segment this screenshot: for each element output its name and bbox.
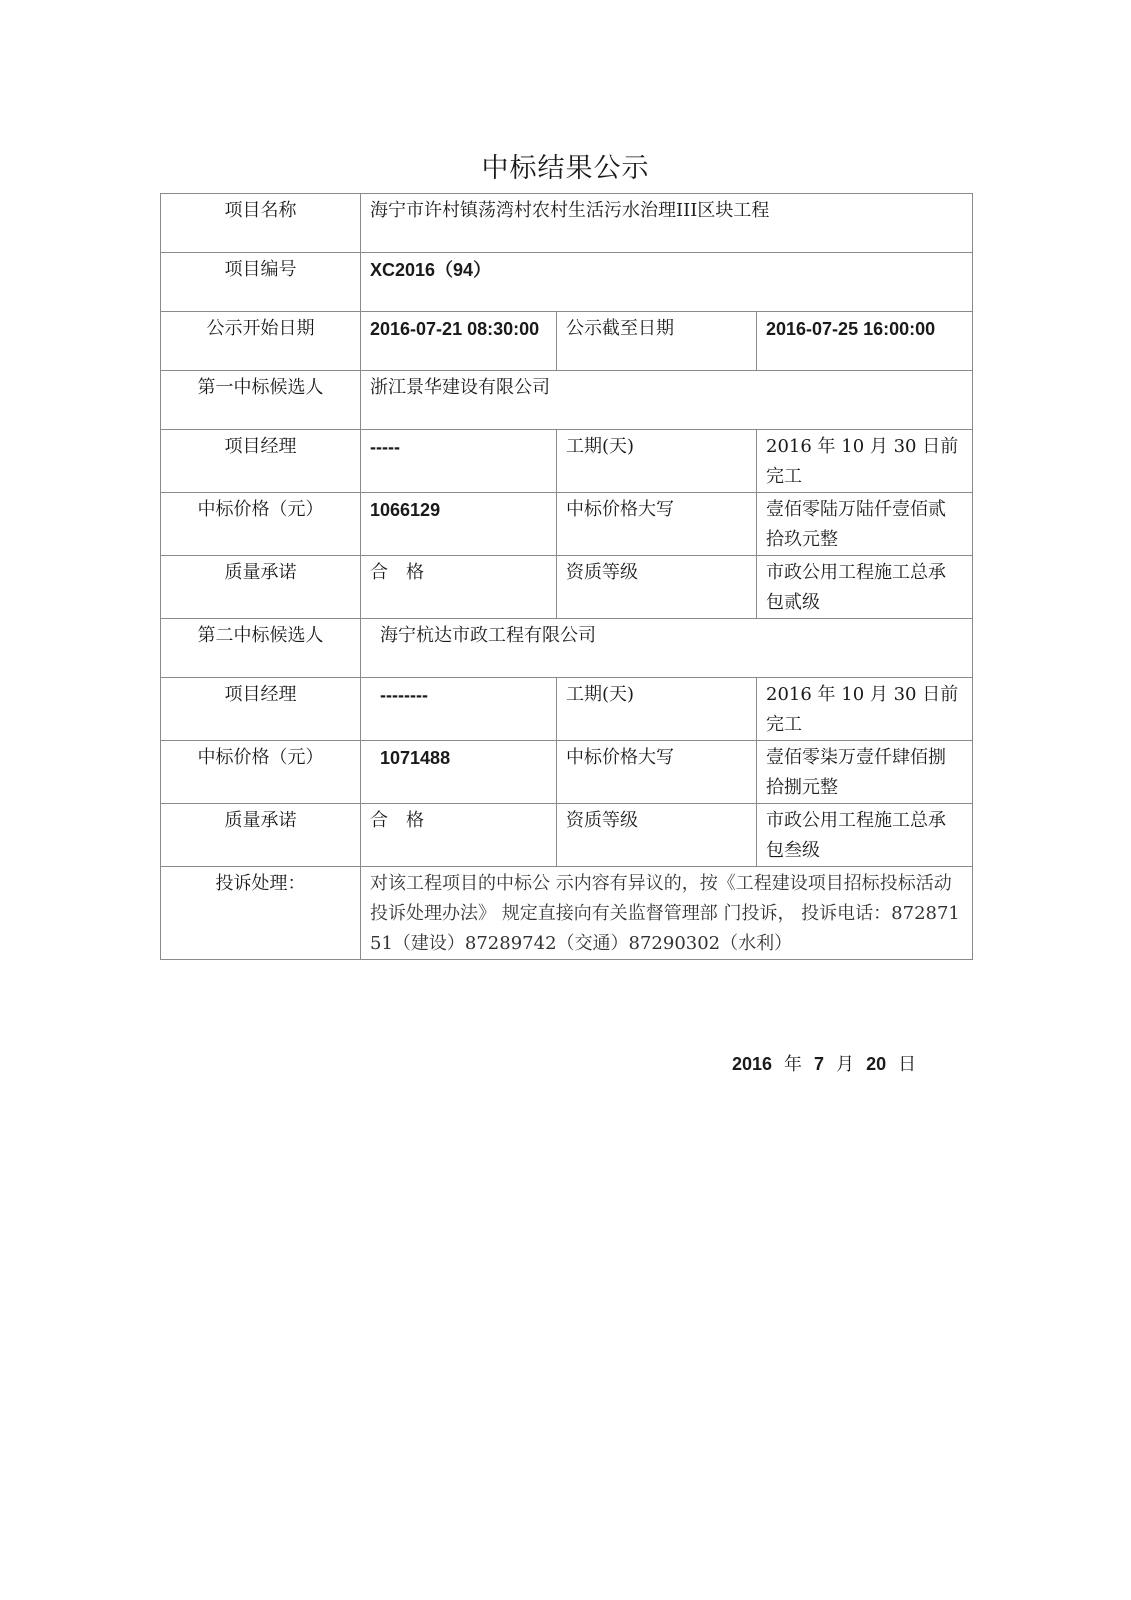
candidate-1-quality-label: 质量承诺 <box>161 556 361 619</box>
table-row <box>161 867 973 960</box>
award-table <box>160 193 973 960</box>
table-row <box>161 253 973 312</box>
announcement-date <box>732 1050 916 1076</box>
candidate-1-price-value: 1066129 <box>361 493 557 556</box>
candidate-2-period-value: 2016 年 10 月 30 日前完工 <box>757 678 973 741</box>
complaint-label: 投诉处理： <box>161 867 361 960</box>
candidate-2-period-label: 工期(天) <box>557 678 757 741</box>
candidate-1-manager-value: ----- <box>361 430 557 493</box>
candidate-1-qualification-label: 资质等级 <box>557 556 757 619</box>
candidate-1-price-words-value: 壹佰零陆万陆仟壹佰贰拾玖元整 <box>757 493 973 556</box>
complaint-text: 对该工程项目的中标公 示内容有异议的，按《工程建设项目招标投标活动投诉处理办法》 规定直接向有关监督管理部 门投诉， 投诉电话：87287151（建设）87289742（交通）87290302（水利） <box>361 867 973 960</box>
candidate-2-price-label: 中标价格（元） <box>161 741 361 804</box>
table-row <box>161 804 973 867</box>
table-row <box>161 430 973 493</box>
candidate-2-quality-label: 质量承诺 <box>161 804 361 867</box>
project-code-value: XC2016（94） <box>361 253 973 312</box>
candidate-2-price-text: 1071488 <box>380 748 451 768</box>
date-month: 7 <box>814 1054 825 1074</box>
table-row <box>161 194 973 253</box>
project-code-label: 项目编号 <box>161 253 361 312</box>
date-day-unit: 日 <box>898 1054 917 1074</box>
project-name-label: 项目名称 <box>161 194 361 253</box>
candidate-1-manager-label: 项目经理 <box>161 430 361 493</box>
candidate-1-quality-value: 合 格 <box>361 556 557 619</box>
end-date-value: 2016-07-25 16:00:00 <box>757 312 973 371</box>
project-name-value: 海宁市许村镇荡湾村农村生活污水治理III区块工程 <box>361 194 973 253</box>
start-date-value: 2016-07-21 08:30:00 <box>361 312 557 371</box>
table-row <box>161 741 973 804</box>
candidate-1-price-words-label: 中标价格大写 <box>557 493 757 556</box>
candidate-2-manager-label: 项目经理 <box>161 678 361 741</box>
candidate-2-price-words-value: 壹佰零柒万壹仟肆佰捌拾捌元整 <box>757 741 973 804</box>
candidate-2-company <box>361 619 973 678</box>
candidate-2-qualification-label: 资质等级 <box>557 804 757 867</box>
candidate-2-price-words-label: 中标价格大写 <box>557 741 757 804</box>
table-row <box>161 556 973 619</box>
candidate-2-price-value <box>361 741 557 804</box>
end-date-label: 公示截至日期 <box>557 312 757 371</box>
candidate-2-rank-label: 第二中标候选人 <box>161 619 361 678</box>
candidate-2-company-text: 海宁杭达市政工程有限公司 <box>380 625 596 646</box>
candidate-1-price-label: 中标价格（元） <box>161 493 361 556</box>
date-year-unit: 年 <box>784 1054 803 1074</box>
page-title: 中标结果公示 <box>481 153 650 184</box>
date-month-unit: 月 <box>836 1054 855 1074</box>
candidate-2-quality-value: 合 格 <box>361 804 557 867</box>
date-year: 2016 <box>732 1054 773 1074</box>
candidate-1-rank-label: 第一中标候选人 <box>161 371 361 430</box>
start-date-label: 公示开始日期 <box>161 312 361 371</box>
table-row <box>161 371 973 430</box>
table-row <box>161 312 973 371</box>
candidate-1-period-label: 工期(天) <box>557 430 757 493</box>
candidate-2-manager-value <box>361 678 557 741</box>
candidate-2-manager-text: -------- <box>380 685 428 705</box>
candidate-2-qualification-value: 市政公用工程施工总承包叁级 <box>757 804 973 867</box>
candidate-1-company: 浙江景华建设有限公司 <box>361 371 973 430</box>
table-row <box>161 619 973 678</box>
table-row <box>161 493 973 556</box>
candidate-1-qualification-value: 市政公用工程施工总承包贰级 <box>757 556 973 619</box>
table-row <box>161 678 973 741</box>
candidate-1-period-value: 2016 年 10 月 30 日前完工 <box>757 430 973 493</box>
date-day: 20 <box>866 1054 887 1074</box>
